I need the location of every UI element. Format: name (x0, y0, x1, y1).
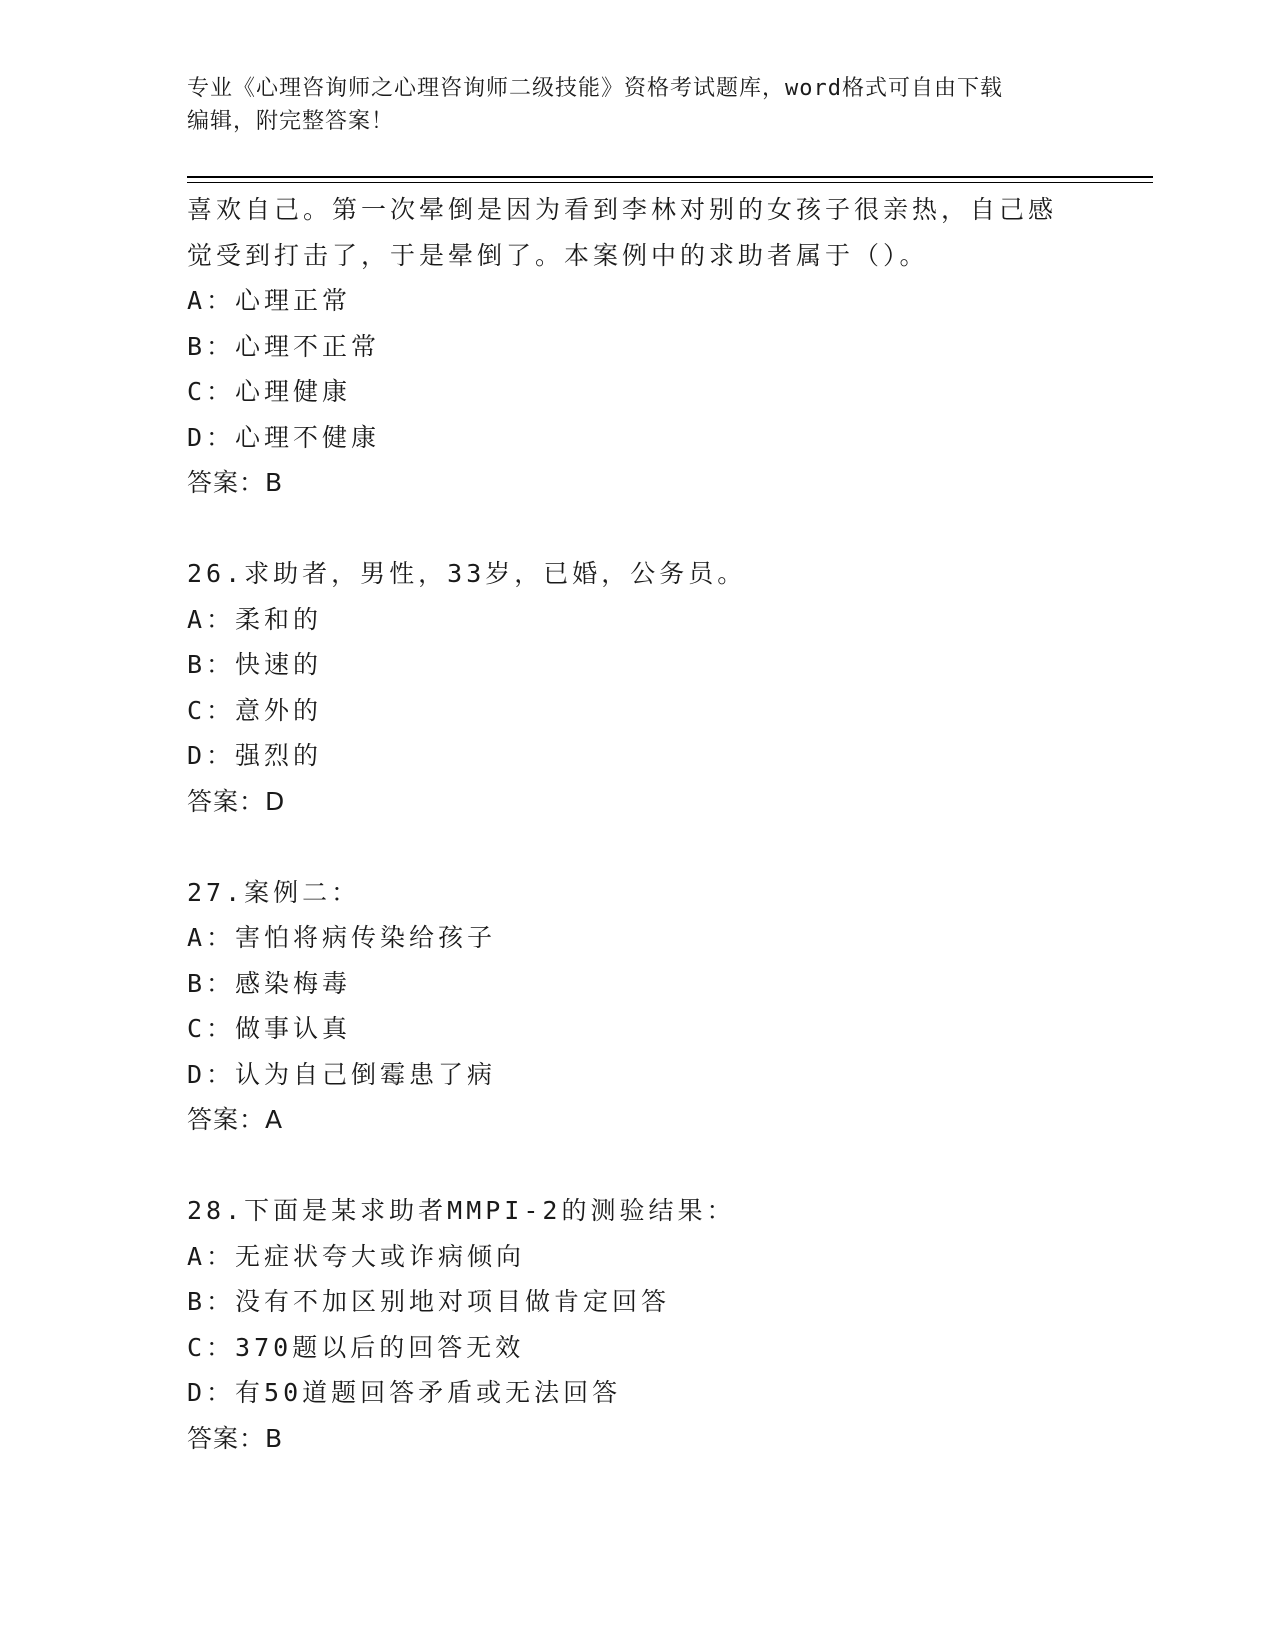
option-d: D：认为自己倒霉患了病 (187, 1059, 497, 1089)
option-a: A：无症状夸大或诈病倾向 (187, 1241, 526, 1271)
option-b: B：感染梅毒 (187, 968, 352, 998)
header-rule-thick (187, 176, 1153, 178)
answer-line: 答案：A (187, 1105, 284, 1134)
question-content (187, 187, 1087, 1461)
option-d: D：有50道题回答矛盾或无法回答 (187, 1378, 622, 1407)
option-b: B：快速的 (187, 650, 323, 679)
answer-line: 答案：B (187, 468, 284, 497)
option-b: B：没有不加区别地对项目做肯定回答 (187, 1287, 671, 1316)
header-line-2: 编辑，附完整答案！ (187, 109, 395, 134)
question-block-27 (187, 870, 1087, 1143)
document-header (187, 72, 1067, 138)
question-block-28 (187, 1188, 1087, 1461)
option-d: D：心理不健康 (187, 422, 381, 452)
question-stem-line: 喜欢自己。第一次晕倒是因为看到李林对别的女孩子很亲热，自己感 (187, 195, 1058, 224)
option-b: B：心理不正常 (187, 331, 381, 361)
answer-line: 答案：D (187, 786, 286, 816)
option-c: C：意外的 (187, 695, 323, 725)
spacer (187, 824, 1087, 870)
option-a: A：害怕将病传染给孩子 (187, 923, 497, 952)
option-c: C：370题以后的回答无效 (187, 1332, 525, 1362)
question-stem: 27.案例二： (187, 877, 361, 907)
question-stem: 26.求助者，男性，33岁，已婚，公务员。 (187, 559, 747, 588)
question-block-continuation (187, 187, 1087, 506)
header-rule-thin (187, 182, 1153, 183)
option-a: A：柔和的 (187, 604, 323, 634)
question-stem: 28.下面是某求助者MMPI-2的测验结果： (187, 1196, 736, 1225)
option-d: D：强烈的 (187, 741, 323, 770)
spacer (187, 506, 1087, 552)
spacer (187, 1143, 1087, 1189)
option-c: C：心理健康 (187, 377, 352, 406)
header-line-1: 专业《心理咨询师之心理咨询师二级技能》资格考试题库，word格式可自由下载 (187, 76, 1003, 101)
question-stem-line: 觉受到打击了，于是晕倒了。本案例中的求助者属于（）。 (187, 240, 929, 270)
answer-line: 答案：B (187, 1423, 284, 1453)
question-block-26 (187, 551, 1087, 824)
option-a: A：心理正常 (187, 286, 352, 315)
option-c: C：做事认真 (187, 1014, 352, 1043)
